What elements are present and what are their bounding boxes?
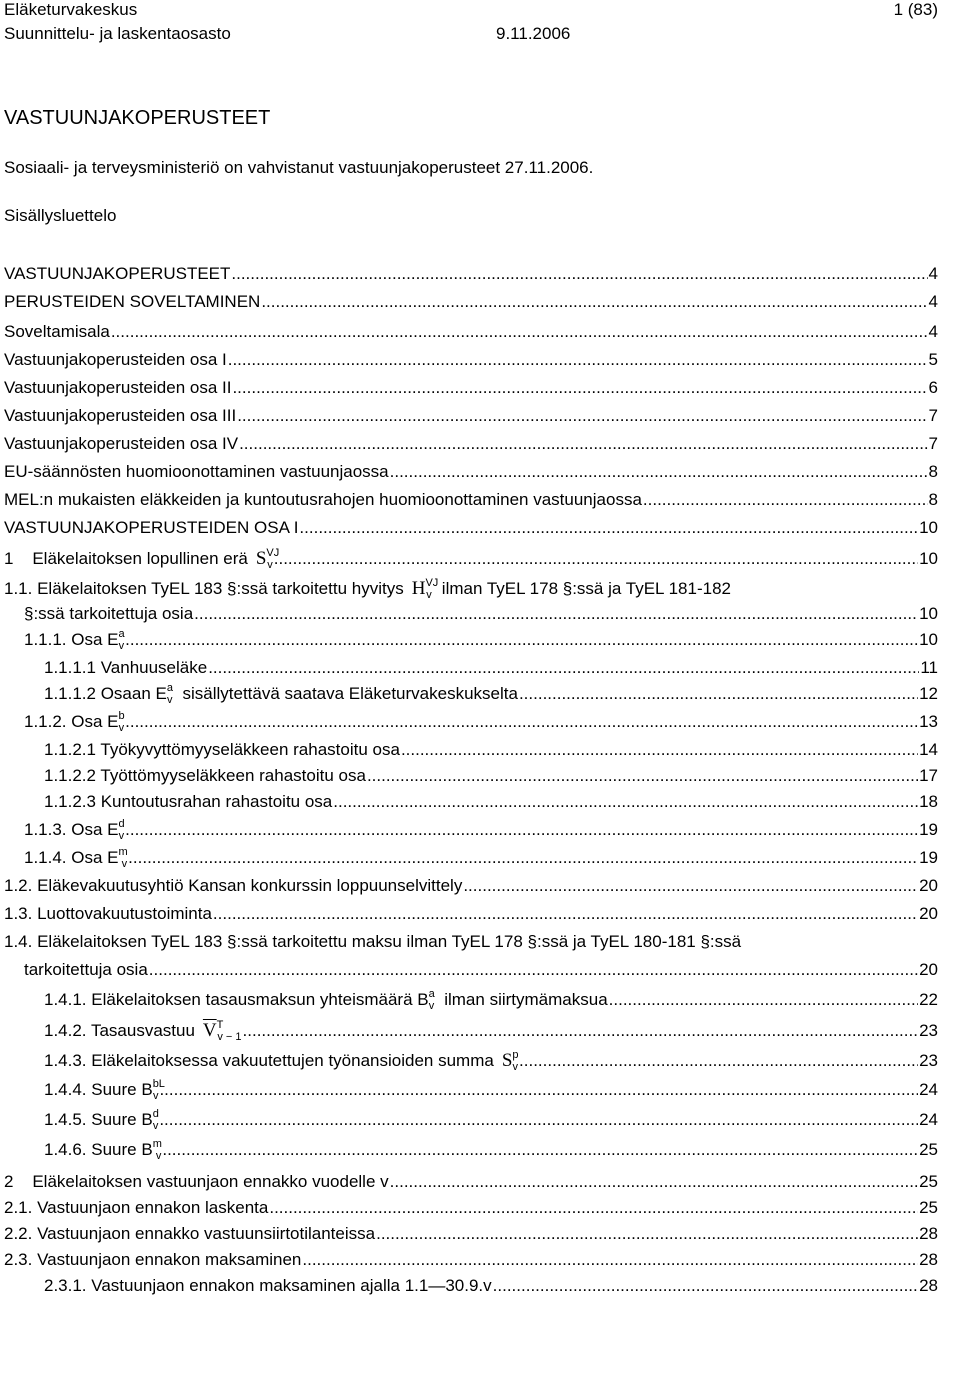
- math-subscript: v: [426, 588, 432, 601]
- toc-entry-text: 1.4.6. Suure B: [44, 1140, 153, 1159]
- toc-entry[interactable]: [24, 960, 938, 982]
- toc-page-number: 14: [919, 740, 938, 759]
- dot-leader: [111, 322, 928, 342]
- toc-entry-text: 2 Eläkelaitoksen vastuunjaon ennakko vuodelle v: [4, 1172, 389, 1191]
- math-symbol: [119, 712, 125, 732]
- toc-entry-title: [24, 960, 148, 980]
- toc-entry-title: [44, 1078, 165, 1102]
- math-superscript: a: [428, 988, 435, 1001]
- toc-page-number: 25: [919, 1172, 938, 1191]
- toc-entry-title: [24, 820, 124, 840]
- toc-entry[interactable]: [4, 518, 938, 540]
- toc-entry-text: 1.4.2. Tasausvastuu: [44, 1021, 195, 1040]
- toc-page-number: 6: [928, 378, 938, 397]
- dot-leader: [401, 740, 918, 760]
- toc-entry[interactable]: [24, 848, 938, 870]
- dot-leader: [125, 630, 918, 650]
- math-superscript: m: [118, 846, 128, 859]
- math-superscript: p: [512, 1049, 519, 1062]
- math-subscript: v − 1: [217, 1030, 242, 1043]
- math-superscript: d: [118, 818, 125, 831]
- dot-leader: [269, 1198, 918, 1218]
- math-symbol: [119, 848, 128, 868]
- toc-entry[interactable]: [4, 406, 938, 428]
- toc-entry[interactable]: [44, 740, 938, 762]
- toc-page-number: 4: [928, 322, 938, 341]
- dot-leader: [493, 1276, 918, 1296]
- toc-entry[interactable]: [4, 548, 938, 570]
- toc-entry-text: EU-säännösten huomioonottaminen vastuunjaossa: [4, 462, 389, 481]
- toc-entry-text: VASTUUNJAKOPERUSTEIDEN OSA I: [4, 518, 299, 537]
- toc-entry[interactable]: [4, 876, 938, 898]
- toc-entry[interactable]: [4, 932, 938, 954]
- toc-entry-text: 2.3. Vastuunjaon ennakon maksaminen: [4, 1250, 302, 1269]
- toc-page-number: 8: [928, 462, 938, 481]
- header-org: Eläketurvakeskus: [4, 0, 138, 19]
- math-superscript: VJ: [425, 577, 439, 590]
- toc-entry-title: [24, 604, 193, 624]
- toc-entry-text: 1.4. Eläkelaitoksen TyEL 183 §:ssä tarkoitettu maksu ilman TyEL 178 §:ssä ja TyEL 180-181 §:ssä: [4, 932, 742, 951]
- toc-entry[interactable]: [4, 490, 938, 512]
- dot-leader: [128, 848, 918, 868]
- toc-entry-title: [4, 264, 230, 284]
- toc-page-number: 13: [919, 712, 938, 731]
- toc-entry-title: [4, 932, 741, 952]
- toc-entry-text: Vastuunjakoperusteiden osa III: [4, 406, 237, 425]
- toc-entry[interactable]: [44, 1050, 938, 1072]
- dot-leader: [125, 820, 918, 840]
- dot-leader: [390, 1172, 918, 1192]
- toc-entry-text: 1 Eläkelaitoksen lopullinen erä: [4, 549, 248, 568]
- toc-entry-text: 1.1.4. Osa E: [24, 848, 119, 867]
- math-subscript: v: [155, 1149, 162, 1162]
- approval-note: Sosiaali- ja terveysministeriö on vahvistanut vastuunjakoperusteet 27.11.2006.: [4, 158, 594, 177]
- toc-entry-title: [44, 990, 608, 1010]
- math-symbol: [119, 820, 125, 840]
- math-superscript: bL: [152, 1078, 165, 1091]
- math-superscript: d: [152, 1108, 159, 1121]
- dot-leader: [213, 904, 918, 924]
- toc-entry-title: [4, 1198, 268, 1218]
- toc-entry-text: 1.1.2. Osa E: [24, 712, 119, 731]
- toc-entry-text: 1.4.5. Suure B: [44, 1110, 153, 1129]
- math-symbol: [152, 1078, 165, 1102]
- math-symbol: [153, 1140, 162, 1160]
- toc-entry-title: [4, 406, 236, 426]
- toc-page-number: 8: [928, 490, 938, 509]
- dot-leader: [274, 549, 918, 569]
- toc-entry-title: [4, 904, 212, 924]
- math-symbol: [411, 577, 439, 601]
- dot-leader: [302, 1250, 918, 1270]
- toc-entry[interactable]: [4, 1198, 938, 1220]
- toc-page-number: 23: [919, 1021, 938, 1040]
- math-base: $\overline{V}$: [202, 1020, 217, 1041]
- toc-page-number: 10: [919, 604, 938, 623]
- math-subscript: v: [428, 999, 435, 1012]
- toc-entry[interactable]: [24, 630, 938, 652]
- toc-entry[interactable]: [4, 292, 938, 314]
- toc-entry[interactable]: [44, 1276, 938, 1298]
- toc-entry[interactable]: [44, 1020, 938, 1042]
- toc-entry[interactable]: [4, 904, 938, 926]
- toc-entry-title: [4, 322, 110, 342]
- toc-entry-text: 2.1. Vastuunjaon ennakon laskenta: [4, 1198, 269, 1217]
- toc-entry[interactable]: [4, 264, 938, 286]
- toc-entry-title: [4, 462, 389, 482]
- math-base: S: [501, 1050, 513, 1071]
- toc-page-number: 23: [919, 1051, 938, 1070]
- toc-page-number: 19: [919, 848, 938, 867]
- toc-page-number: 28: [919, 1276, 938, 1295]
- toc-page-number: 20: [919, 904, 938, 923]
- toc-entry-title: [24, 848, 127, 868]
- toc-page-number: 4: [928, 264, 938, 283]
- dot-leader: [519, 1051, 918, 1071]
- toc-page-number: 25: [919, 1140, 938, 1159]
- toc-entry[interactable]: [24, 712, 938, 734]
- toc-page-number: 4: [928, 292, 938, 311]
- toc-entry-text-after: ilman TyEL 178 §:ssä ja TyEL 181-182: [441, 579, 731, 598]
- toc-page-number: 20: [919, 960, 938, 979]
- toc-entry-text: 1.1.2.3 Kuntoutusrahan rahastoitu osa: [44, 792, 333, 811]
- math-superscript: T: [216, 1019, 224, 1032]
- toc-page-number: 10: [919, 518, 938, 537]
- toc-page-number: 10: [919, 549, 938, 568]
- toc-entry[interactable]: [44, 658, 938, 680]
- toc-entry-title: [4, 547, 280, 571]
- dot-leader: [376, 1224, 918, 1244]
- toc-entry-title: [4, 292, 260, 312]
- dot-leader: [299, 518, 918, 538]
- toc-entry-text: 1.1.1. Osa E: [24, 630, 119, 649]
- toc-entry-title: [44, 658, 207, 678]
- toc-entry[interactable]: [4, 1250, 938, 1272]
- dot-leader: [243, 1021, 919, 1041]
- toc-entry-title: [44, 684, 518, 704]
- toc-entry-title: [4, 876, 462, 896]
- dot-leader: [609, 990, 918, 1010]
- toc-page-number: 19: [919, 820, 938, 839]
- toc-entry-title: [4, 518, 298, 538]
- toc-entry-text: Vastuunjakoperusteiden osa I: [4, 350, 227, 369]
- toc-entry-title: [4, 490, 642, 510]
- math-superscript: VJ: [266, 547, 280, 560]
- dot-leader: [162, 1140, 918, 1160]
- header-date: 9.11.2006: [496, 24, 571, 43]
- dot-leader: [231, 264, 927, 284]
- toc-page-number: 24: [919, 1080, 938, 1099]
- toc-entry-text: Soveltamisala: [4, 322, 110, 341]
- toc-entry-text: 1.1. Eläkelaitoksen TyEL 183 §:ssä tarkoitettu hyvitys: [4, 579, 404, 598]
- math-subscript: v: [118, 639, 125, 652]
- toc-entry-title: [44, 1276, 492, 1296]
- toc-entry[interactable]: [4, 378, 938, 400]
- dot-leader: [261, 292, 927, 312]
- math-symbol: [167, 684, 173, 704]
- math-superscript: b: [118, 710, 125, 723]
- math-subscript: v: [121, 857, 128, 870]
- toc-entry-text: 2.3.1. Vastuunjaon ennakon maksaminen ajalla 1.1—30.9.v: [44, 1276, 492, 1295]
- toc-entry-text: 1.4.3. Eläkelaitoksessa vakuutettujen työnansioiden summa: [44, 1051, 494, 1070]
- toc-page-number: 24: [919, 1110, 938, 1129]
- math-base: H: [411, 578, 426, 599]
- toc-entry-text: PERUSTEIDEN SOVELTAMINEN: [4, 292, 261, 311]
- math-base: S: [255, 548, 267, 569]
- math-superscript: a: [118, 628, 125, 641]
- toc-entry-title: [44, 1050, 518, 1073]
- math-superscript: a: [166, 682, 173, 695]
- toc-entry-text: Vastuunjakoperusteiden osa II: [4, 378, 232, 397]
- toc-entry-text: 1.4.1. Eläkelaitoksen tasausmaksun yhteismäärä B: [44, 990, 429, 1009]
- math-subscript: v: [152, 1089, 159, 1102]
- toc-page-number: 22: [919, 990, 938, 1009]
- dot-leader: [208, 658, 919, 678]
- header-department: Suunnittelu- ja laskentaosasto: [4, 24, 231, 43]
- toc-page-number: 7: [928, 406, 938, 425]
- math-symbol: [255, 547, 280, 571]
- toc-entry-text: 1.1.1.2 Osaan E: [44, 684, 167, 703]
- dot-leader: [643, 490, 928, 510]
- toc-entry[interactable]: [4, 1172, 938, 1194]
- toc-entry[interactable]: [4, 322, 938, 344]
- dot-leader: [232, 378, 927, 398]
- toc-entry-title: [44, 1020, 242, 1043]
- toc-entry-text: Vastuunjakoperusteiden osa IV: [4, 434, 239, 453]
- toc-page-number: 5: [928, 350, 938, 369]
- math-superscript: m: [152, 1138, 162, 1151]
- toc-entry-text: tarkoitettuja osia: [24, 960, 148, 979]
- toc-page-number: 28: [919, 1250, 938, 1269]
- toc-entry-title: [4, 350, 227, 370]
- toc-entry-text: §:ssä tarkoitettuja osia: [24, 604, 194, 623]
- toc-entry-text: 1.1.2.1 Työkyvyttömyyseläkkeen rahastoitu osa: [44, 740, 400, 759]
- dot-leader: [237, 406, 927, 426]
- toc-entry-title: [24, 712, 124, 732]
- toc-entry-text: 1.1.1.1 Vanhuuseläke: [44, 658, 208, 677]
- dot-leader: [159, 1080, 918, 1100]
- math-subscript: v: [512, 1060, 519, 1073]
- toc-page-number: 12: [919, 684, 938, 703]
- dot-leader: [159, 1110, 918, 1130]
- toc-entry[interactable]: [44, 1140, 938, 1162]
- dot-leader: [228, 350, 928, 370]
- toc-entry-title: [24, 630, 124, 650]
- toc-entry-title: [44, 1140, 161, 1160]
- math-symbol: [153, 1110, 159, 1130]
- toc-entry-text: 1.3. Luottovakuutustoiminta: [4, 904, 212, 923]
- toc-entry[interactable]: [44, 766, 938, 788]
- toc-entry[interactable]: [4, 1224, 938, 1246]
- toc-entry[interactable]: [44, 990, 938, 1012]
- document-title: VASTUUNJAKOPERUSTEET: [4, 107, 271, 129]
- toc-entry-title: [44, 792, 332, 812]
- toc-entry-title: [4, 1172, 389, 1192]
- toc-page-number: 11: [920, 658, 938, 677]
- toc-entry-text-after: ilman siirtymämaksua: [444, 990, 608, 1009]
- toc-heading: Sisällysluettelo: [4, 206, 117, 225]
- toc-entry-text: 1.1.3. Osa E: [24, 820, 119, 839]
- toc-page-number: 10: [919, 630, 938, 649]
- toc-entry[interactable]: [44, 684, 938, 706]
- toc-entry-title: [4, 1224, 375, 1244]
- header-page-number: 1 (83): [893, 0, 938, 19]
- dot-leader: [367, 766, 918, 786]
- toc-entry-title: [44, 1110, 158, 1130]
- toc-entry-text: 2.2. Vastuunjaon ennakko vastuunsiirtotilanteissa: [4, 1224, 376, 1243]
- toc-page-number: 25: [919, 1198, 938, 1217]
- math-subscript: v: [118, 829, 125, 842]
- toc-entry-title: [4, 378, 231, 398]
- toc-entry-title: [4, 1250, 301, 1270]
- dot-leader: [390, 462, 928, 482]
- math-symbol: [119, 630, 125, 650]
- toc-entry[interactable]: [4, 350, 938, 372]
- dot-leader: [125, 712, 918, 732]
- toc-entry[interactable]: [24, 820, 938, 842]
- toc-entry-title: [44, 740, 400, 760]
- dot-leader: [463, 876, 918, 896]
- toc-page-number: 20: [919, 876, 938, 895]
- toc-page-number: 7: [928, 434, 938, 453]
- math-subscript: v: [267, 558, 273, 571]
- toc-entry[interactable]: [44, 1110, 938, 1132]
- dot-leader: [194, 604, 918, 624]
- toc-entry[interactable]: [24, 604, 938, 626]
- math-symbol: [502, 1050, 518, 1073]
- toc-page-number: 28: [919, 1224, 938, 1243]
- toc-entry[interactable]: [4, 578, 938, 600]
- math-subscript: v: [152, 1119, 159, 1132]
- toc-entry[interactable]: [4, 462, 938, 484]
- toc-entry-title: [4, 578, 731, 601]
- toc-entry-title: [4, 434, 238, 454]
- math-subscript: v: [167, 693, 173, 706]
- toc-entry-text: 1.2. Eläkevakuutusyhtiö Kansan konkurssin loppuunselvittely: [4, 876, 463, 895]
- toc-entry-text: MEL:n mukaisten eläkkeiden ja kuntoutusrahojen huomioonottaminen vastuunjaossa: [4, 490, 642, 509]
- toc-entry[interactable]: [44, 792, 938, 814]
- toc-page-number: 18: [919, 792, 938, 811]
- math-subscript: v: [118, 721, 125, 734]
- toc-entry-text: 1.4.4. Suure B: [44, 1080, 153, 1099]
- math-symbol: [429, 990, 435, 1010]
- dot-leader: [239, 434, 927, 454]
- toc-entry[interactable]: [4, 434, 938, 456]
- toc-entry-title: [44, 766, 366, 786]
- math-symbol: [203, 1020, 242, 1043]
- toc-entry-text-after: sisällytettävä saatava Eläketurvakeskukselta: [182, 684, 518, 703]
- toc-page-number: 17: [919, 766, 938, 785]
- toc-entry[interactable]: [44, 1080, 938, 1102]
- dot-leader: [149, 960, 918, 980]
- toc-entry-text: 1.1.2.2 Työttömyyseläkkeen rahastoitu osa: [44, 766, 366, 785]
- dot-leader: [333, 792, 918, 812]
- toc-entry-text: VASTUUNJAKOPERUSTEET: [4, 264, 231, 283]
- dot-leader: [519, 684, 918, 704]
